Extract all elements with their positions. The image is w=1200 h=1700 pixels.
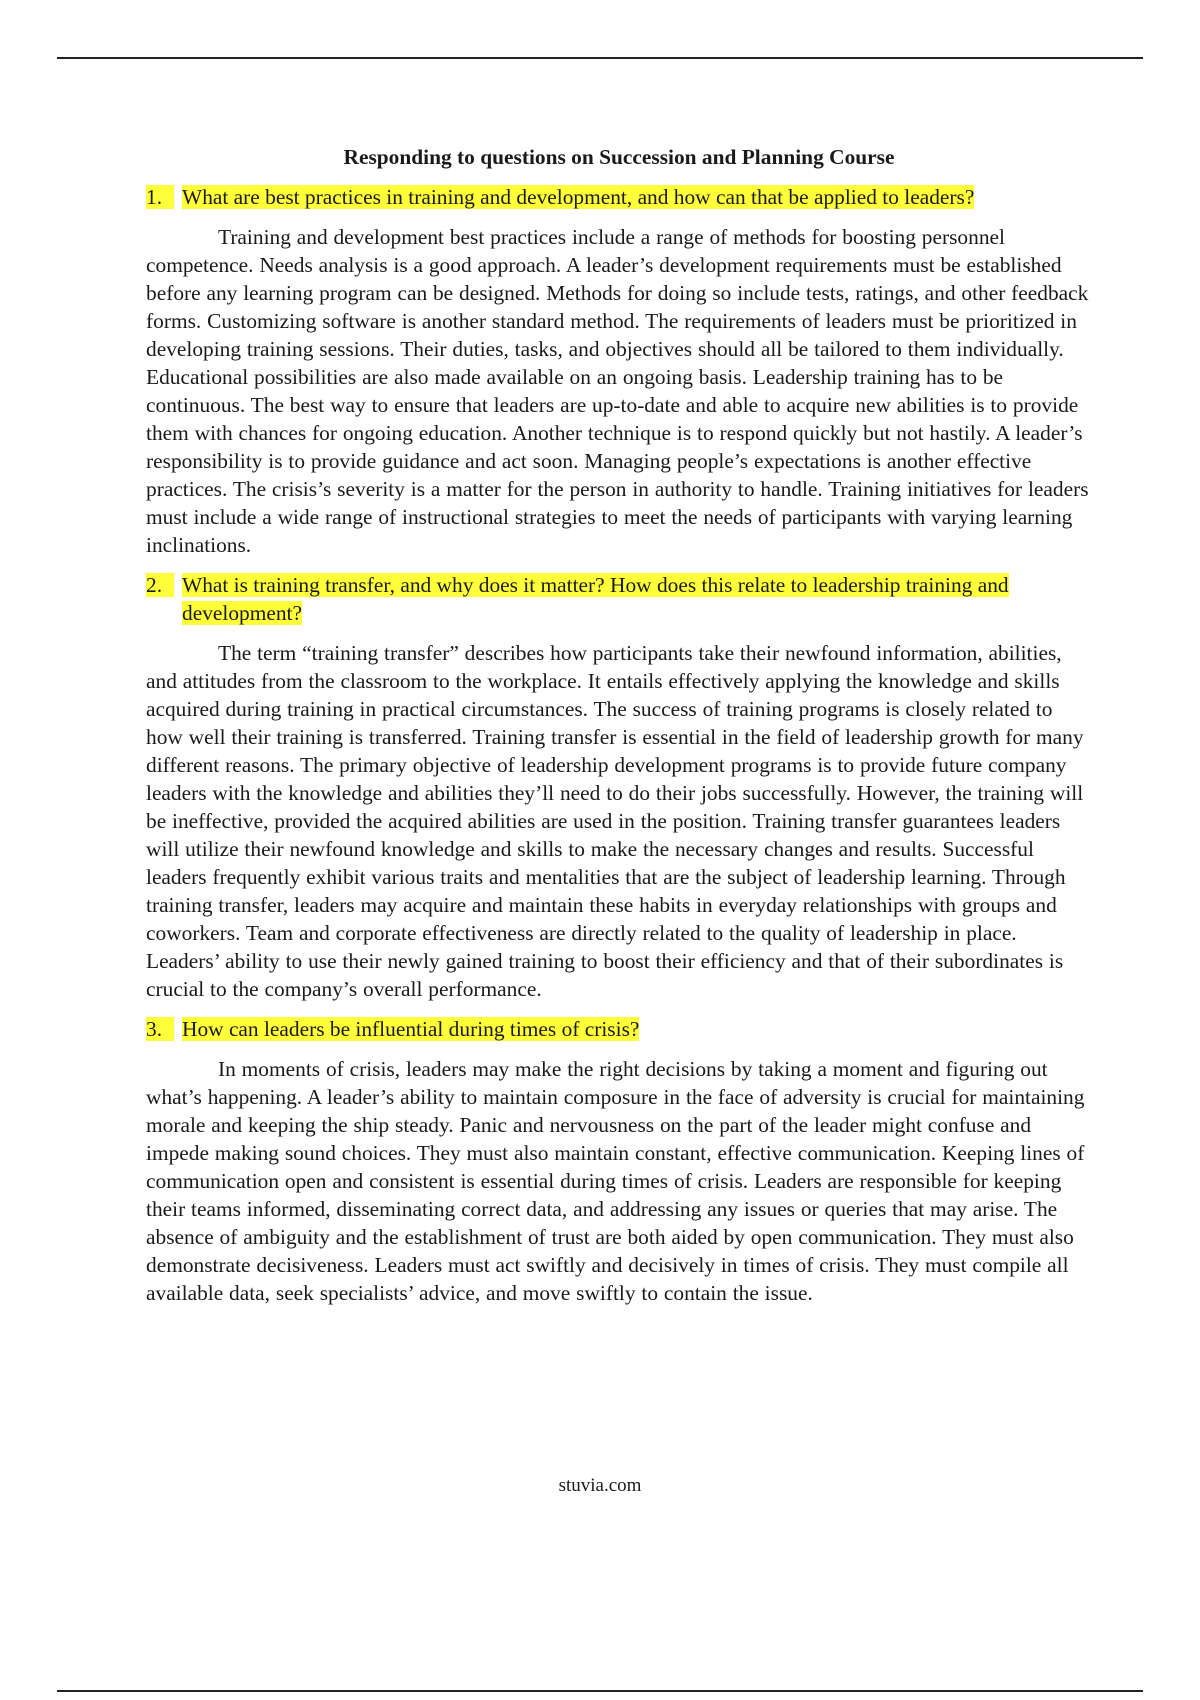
question-number: 3. (110, 1015, 182, 1043)
question-3 (110, 1015, 1092, 1043)
question-1 (110, 183, 1092, 211)
question-text: What are best practices in training and development, and how can that be applied to leaders? (182, 185, 975, 209)
answer-paragraph-3: In moments of crisis, leaders may make the right decisions by taking a moment and figuring out what’s happening. A leader’s ability to maintain composure in the face of adversity is crucial for maintaining morale and keeping the ship steady. Panic and nervousness on the part of the leader might confuse and impede making sound choices. They must also maintain constant, effective communication. Keeping lines of communication open and consistent is essential during times of crisis. Leaders are responsible for keeping their teams informed, disseminating correct data, and addressing any issues or queries that may arise. The absence of ambiguity and the establishment of trust are both aided by open communication. They must also demonstrate decisiveness. Leaders must act swiftly and decisively in times of crisis. They must compile all available data, seek specialists’ advice, and move swiftly to contain the issue. (146, 1057, 1085, 1305)
question-2 (110, 571, 1092, 627)
document-title: Responding to questions on Succession and Planning Course (343, 145, 895, 169)
answer-paragraph-2: The term “training transfer” describes how participants take their newfound information, abilities, and attitudes from the classroom to the workplace. It entails effectively applying the knowledge and skills acquired during training in practical circumstances. The success of training programs is closely related to how well their training is transferred. Training transfer is essential in the field of leadership growth for many different reasons. The primary objective of leadership development programs is to provide future company leaders with the knowledge and abilities they’ll need to do their jobs successfully. However, the training will be ineffective, provided the acquired abilities are used in the position. Training transfer guarantees leaders will utilize their newfound knowledge and skills to make the necessary changes and results. Successful leaders frequently exhibit various traits and mentalities that are the subject of leadership learning. Through training transfer, leaders may acquire and maintain these habits in everyday relationships with groups and coworkers. Team and corporate effectiveness are directly related to the quality of leadership in place. Leaders’ ability to use their newly gained training to boost their efficiency and that of their subordinates is crucial to the company’s overall performance. (146, 641, 1084, 1001)
top-rule (57, 57, 1143, 59)
question-number: 1. (110, 183, 182, 211)
question-text: What is training transfer, and why does it matter? How does this relate to leadership training and development? (182, 573, 1009, 625)
answer-paragraph-1: Training and development best practices include a range of methods for boosting personnel competence. Needs analysis is a good approach. A leader’s development requirements must be established before any learning program can be designed. Methods for doing so include tests, ratings, and other feedback forms. Customizing software is another standard method. The requirements of leaders must be prioritized in developing training sessions. Their duties, tasks, and objectives should all be tailored to them individually. Educational possibilities are also made available on an ongoing basis. Leadership training has to be continuous. The best way to ensure that leaders are up-to-date and able to acquire new abilities is to provide them with chances for ongoing education. Another technique is to respond quickly but not hastily. A leader’s responsibility is to provide guidance and act soon. Managing people’s expectations is another effective practices. The crisis’s severity is a matter for the person in authority to handle. Training initiatives for leaders must include a wide range of instructional strategies to meet the needs of participants with varying learning inclinations. (146, 225, 1089, 557)
question-text: How can leaders be influential during times of crisis? (182, 1017, 640, 1041)
footer-watermark: stuvia.com (558, 1475, 642, 1496)
document-body (146, 143, 1092, 1319)
bottom-rule (57, 1690, 1143, 1692)
question-number: 2. (110, 571, 182, 599)
